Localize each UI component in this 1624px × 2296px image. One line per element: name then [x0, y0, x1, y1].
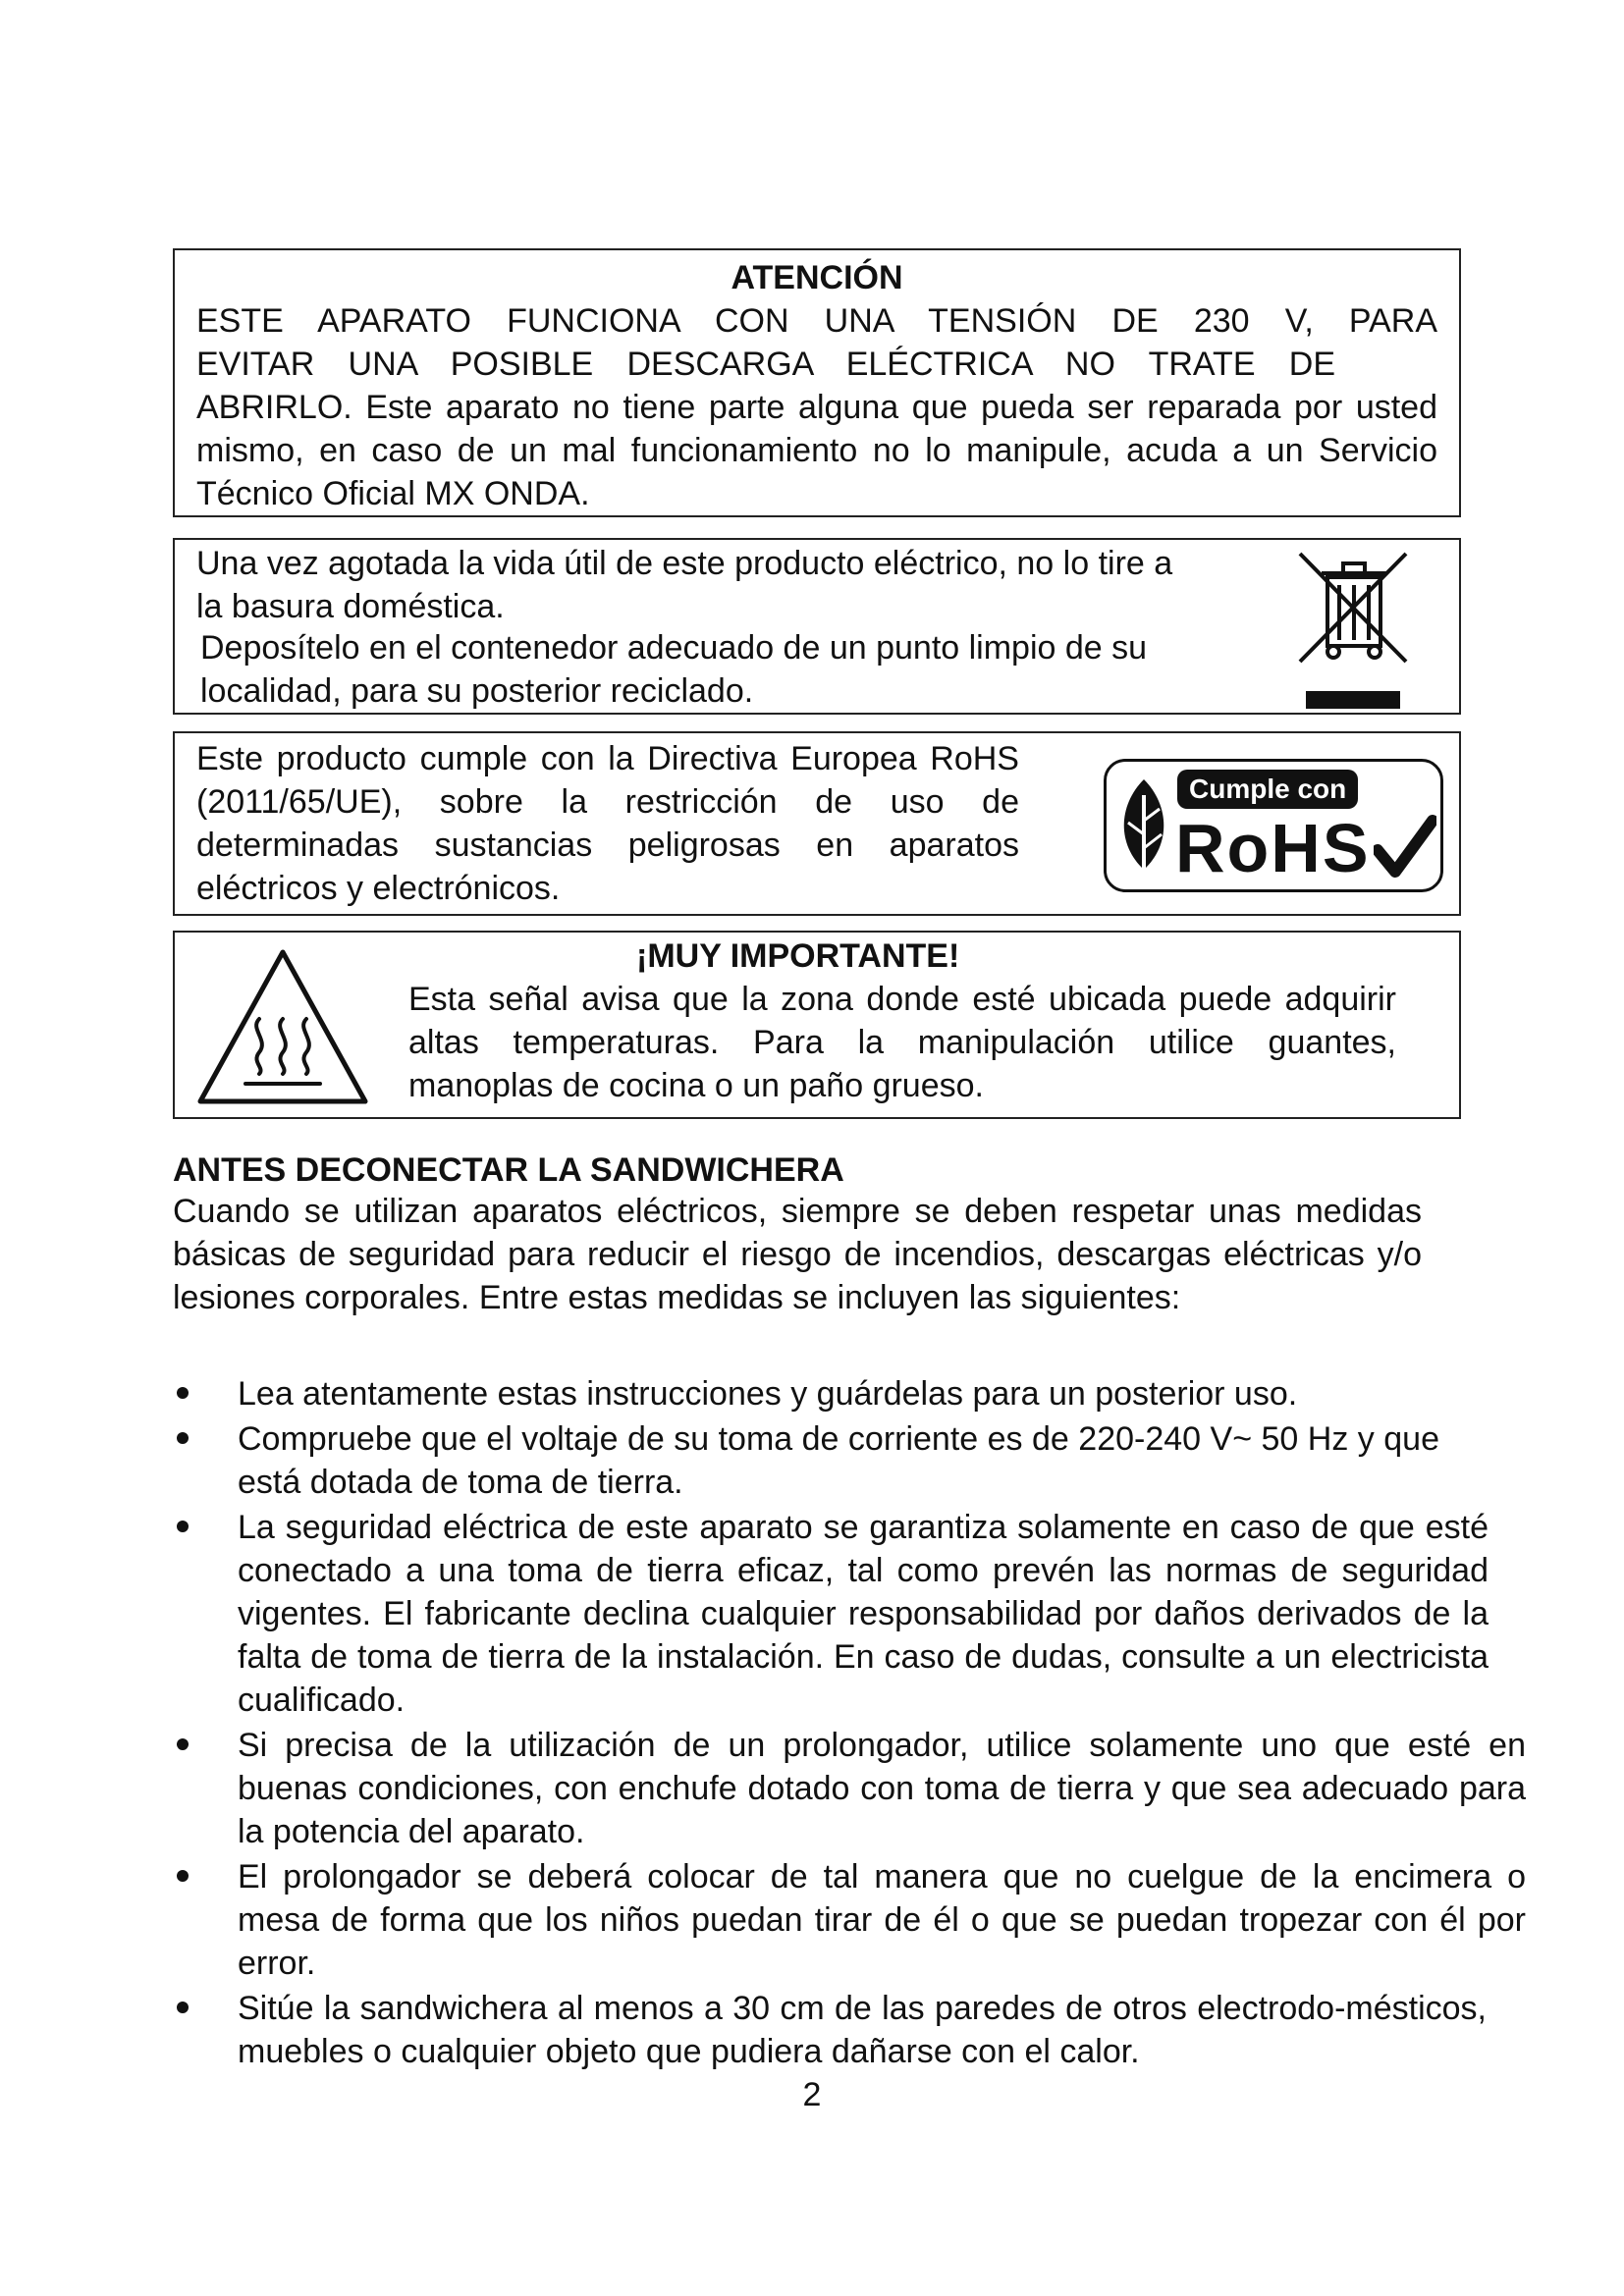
page-number: 2	[802, 2076, 822, 2113]
check-icon	[1374, 815, 1436, 880]
safety-list	[173, 1372, 1526, 2075]
list-item	[173, 1372, 1439, 1415]
recycling-text-2: Deposítelo en el contenedor adecuado de un punto limpio de su localidad, para su posterior reciclado.	[200, 629, 1148, 710]
bullet-icon	[177, 1738, 189, 1750]
list-item-text: Si precisa de la utilización de un prolongador, utilice solamente uno que esté en buenas condiciones, con enchufe dotado con toma de tierra y que sea adecuado para la potencia del aparato.	[238, 1727, 1526, 1850]
section-intro: Cuando se utilizan aparatos eléctricos, siempre se deben respetar unas medidas básicas de seguridad para reducir el riesgo de incendios, descargas eléctricas y/o lesiones corporales. Entre estas medidas se incluyen las siguientes:	[173, 1193, 1422, 1316]
list-item	[173, 1855, 1526, 1985]
list-item-text: El prolongador se deberá colocar de tal manera que no cuelgue de la encimera o mesa de forma que los niños puedan tirar de él o que se puedan tropezar con él por error.	[238, 1858, 1526, 1982]
rohs-badge-main: RoHS	[1175, 810, 1371, 886]
bullet-icon	[177, 1387, 189, 1399]
recycling-box	[173, 538, 1461, 715]
rohs-badge-top: Cumple con	[1177, 770, 1358, 809]
list-item-text: La seguridad eléctrica de este aparato se garantiza solamente en caso de que esté conectado a una toma de tierra eficaz, tal como prevén las normas de seguridad vigentes. El fabricante declina cualquier responsabilidad por daños derivados de la falta de toma de tierra de la instalación. En caso de dudas, consulte a un electricista cualificado.	[238, 1509, 1489, 1719]
recycling-text-1: Una vez agotada la vida útil de este producto eléctrico, no lo tire a la basura doméstica.	[196, 545, 1173, 625]
important-title: ¡MUY IMPORTANTE!	[636, 937, 960, 975]
list-item	[173, 1506, 1489, 1722]
attention-line-2: EVITAR UNA POSIBLE DESCARGA ELÉCTRICA NO TRATE DE	[196, 346, 1335, 383]
attention-title: ATENCIÓN	[731, 259, 903, 296]
attention-body: ABRIRLO. Este aparato no tiene parte alguna que pueda ser reparada por usted mismo, en caso de un mal funcionamiento no lo manipule, acuda a un Servicio Técnico Oficial MX ONDA.	[196, 389, 1437, 512]
list-item	[173, 1987, 1487, 2073]
list-item	[173, 1724, 1526, 1853]
rohs-box	[173, 731, 1461, 916]
list-item-text: Compruebe que el voltaje de su toma de corriente es de 220-240 V~ 50 Hz y que está dotada de toma de tierra.	[238, 1420, 1439, 1501]
bullet-icon	[177, 1870, 189, 1882]
attention-line-1: ESTE APARATO FUNCIONA CON UNA TENSIÓN DE 230 V, PARA	[196, 302, 1437, 340]
important-box	[173, 931, 1461, 1119]
crossed-bin-icon	[1284, 546, 1422, 713]
leaf-icon	[1112, 775, 1175, 878]
bullet-icon	[177, 2002, 189, 2013]
attention-box	[173, 248, 1461, 517]
list-item-text: Lea atentamente estas instrucciones y guárdelas para un posterior uso.	[238, 1375, 1298, 1413]
important-text: Esta señal avisa que la zona donde esté ubicada puede adquirir altas temperaturas. Para la manipulación utilice guantes, manoplas de cocina o un paño grueso.	[408, 981, 1396, 1104]
list-item-text: Sitúe la sandwichera al menos a 30 cm de las paredes de otros electrodo-mésticos, muebles o cualquier objeto que pudiera dañarse con el calor.	[238, 1990, 1487, 2070]
bullet-icon	[177, 1432, 189, 1444]
bullet-icon	[177, 1521, 189, 1532]
section-title: ANTES DECONECTAR LA SANDWICHERA	[173, 1151, 844, 1189]
list-item	[173, 1417, 1439, 1504]
rohs-text: Este producto cumple con la Directiva Europea RoHS (2011/65/UE), sobre la restricción de uso de determinadas sustancias peligrosas en aparatos eléctricos y electrónicos.	[196, 740, 1019, 907]
rohs-badge-icon	[1104, 759, 1443, 892]
hot-surface-warning-icon	[194, 946, 371, 1107]
